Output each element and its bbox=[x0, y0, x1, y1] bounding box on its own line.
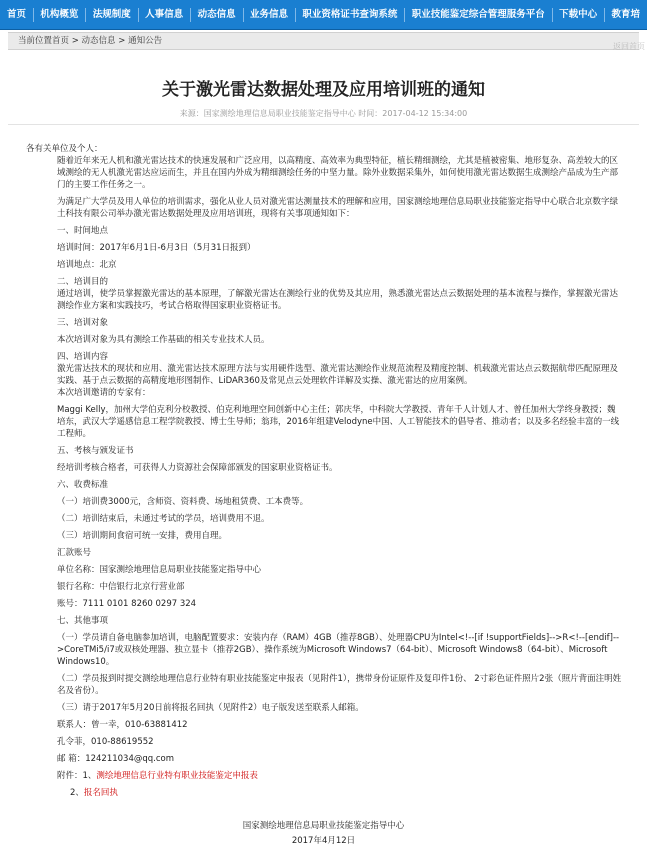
section-heading: 四、培训内容 bbox=[57, 352, 109, 362]
paragraph: 单位名称：国家测绘地理信息局职业技能鉴定指导中心 bbox=[57, 565, 262, 575]
nav-certificate-query[interactable]: 职业资格证书查询系统 bbox=[302, 8, 398, 20]
paragraph: 账号：7111 0101 8260 0297 324 bbox=[57, 599, 197, 609]
attachment-2-number: 2、 bbox=[70, 788, 84, 798]
paragraph: 通过培训，使学员掌握激光雷达的基本原理，了解激光雷达在测绘行业的优势及其应用，熟悉激光雷达点云数据处理的基本流程与操作，掌握激光雷达测绘作业方案和实践技巧，考试合格取得国家职业资格证书。 bbox=[57, 289, 619, 311]
contact-line: 孔令菲，010-88619552 bbox=[57, 737, 154, 747]
paragraph: 激光雷达技术的现状和应用、激光雷达技术原理方法与实用硬件选型、激光雷达测绘作业规范流程及精度控制、机载激光雷达点云数据航带匹配原理及实践、基于点云数据的高精度地形图制作、LiDAR360及常见点云处理软件详解及实操、激光雷达的应用案例。 bbox=[57, 364, 619, 386]
nav-news[interactable]: 动态信息 bbox=[197, 8, 236, 20]
section-heading: 五、考核与颁发证书 bbox=[57, 446, 134, 456]
section-heading: 六、收费标准 bbox=[57, 480, 109, 490]
breadcrumb-notices[interactable]: 通知公告 bbox=[128, 36, 163, 46]
breadcrumb bbox=[8, 32, 639, 50]
attachment-2 bbox=[40, 787, 622, 799]
greeting: 各有关单位及个人： bbox=[26, 144, 103, 154]
nav-appraisal-platform[interactable]: 职业技能鉴定综合管理服务平台 bbox=[411, 8, 545, 20]
signature-org: 国家测绘地理信息局职业技能鉴定指导中心 bbox=[242, 821, 405, 831]
paragraph: 经培训考核合格者，可获得人力资源社会保障部颁发的国家职业资格证书。 bbox=[57, 463, 338, 473]
breadcrumb-separator: > bbox=[115, 36, 129, 46]
section-heading: 三、培训对象 bbox=[57, 318, 109, 328]
contact-line: 联系人：曾一幸，010-63881412 bbox=[57, 720, 188, 730]
paragraph: （三）请于2017年5月20日前将报名回执（见附件2）电子版发送至联系人邮箱。 bbox=[57, 703, 364, 713]
nav-overview[interactable]: 机构概览 bbox=[40, 8, 79, 20]
paragraph: （二）学员报到时提交测绘地理信息行业特有职业技能鉴定申报表（见附件1），携带身份证原件及复印件1份、 2寸彩色证件照片2张（照片背面注明姓名及省份）。 bbox=[57, 674, 622, 696]
paragraph: 随着近年来无人机和激光雷达技术的快速发展和广泛应用，以高精度、高效率为典型特征，植长精细测绘，尤其是植被密集、地形复杂、高差较大的区域测绘的无人机激光雷达应运而生，并且在国内外成为精细测绘任务的中坚力量。除外业数据采集外，如何使用激光雷达数据生成测绘产品成为生产部门的主要工作任务之一。 bbox=[57, 156, 619, 190]
breadcrumb-home[interactable]: 当前位置首页 bbox=[18, 36, 70, 46]
nav-downloads[interactable]: 下载中心 bbox=[559, 8, 598, 20]
attachments-label: 附件：1、 bbox=[57, 771, 97, 781]
side-ghost-text: 返回首页 bbox=[613, 42, 645, 51]
nav-personnel[interactable]: 人事信息 bbox=[145, 8, 184, 20]
nav-business[interactable]: 业务信息 bbox=[249, 8, 288, 20]
section-heading: 一、时间地点 bbox=[57, 226, 109, 236]
attachments bbox=[40, 770, 622, 782]
paragraph: 本次培训对象为具有测绘工作基础的相关专业技术人员。 bbox=[57, 335, 270, 345]
divider bbox=[8, 124, 639, 125]
section-heading: 二、培训目的 bbox=[57, 277, 109, 287]
paragraph: 本次培训邀请的专家有： bbox=[57, 388, 151, 398]
paragraph: （一）培训费3000元，含师资、资料费、场地租赁费、工本费等。 bbox=[57, 497, 309, 507]
attachment-link-1[interactable]: 测绘地理信息行业特有职业技能鉴定申报表 bbox=[96, 771, 258, 781]
section-heading: 七、其他事项 bbox=[57, 616, 109, 626]
contact-email: 邮 箱：124211034@qq.com bbox=[57, 754, 175, 764]
article-meta: 来源：国家测绘地理信息局职业技能鉴定指导中心 时间：2017-04-12 15:34:00 bbox=[179, 109, 468, 118]
nav-regulations[interactable]: 法规制度 bbox=[92, 8, 131, 20]
nav-training[interactable]: 教育培 bbox=[611, 8, 641, 20]
breadcrumb-separator: > bbox=[69, 36, 82, 46]
nav-home[interactable]: 首页 bbox=[7, 8, 27, 20]
signature-date: 2017年4月12日 bbox=[291, 836, 356, 846]
breadcrumb-news[interactable]: 动态信息 bbox=[81, 36, 116, 46]
paragraph: 银行名称：中信银行北京行营业部 bbox=[57, 582, 185, 592]
paragraph: （一）学员请自备电脑参加培训，电脑配置要求：安装内存（RAM）4GB（推荐8GB）、处理器CPU为Intel<!--[if !supportFields]-->R<!--[endif]-->CoreTMi5/i7或双核处理器、独立显卡（推荐2GB）、操作系统为Microsoft Windows7（64-bit）、Microsoft Windows8（64-bit）、Microsoft Windows10。 bbox=[57, 633, 620, 667]
paragraph: 汇款账号 bbox=[57, 548, 92, 558]
paragraph: 培训时间：2017年6月1日-6月3日（5月31日报到） bbox=[57, 243, 256, 253]
paragraph: （二）培训结束后，未通过考试的学员，培训费用不退。 bbox=[57, 514, 270, 524]
paragraph: 培训地点：北京 bbox=[57, 260, 117, 270]
attachment-link-2[interactable]: 报名回执 bbox=[83, 788, 118, 798]
top-navigation-bar bbox=[0, 0, 647, 30]
page-title: 关于激光雷达数据处理及应用培训班的通知 bbox=[162, 80, 485, 100]
article-body bbox=[26, 143, 622, 799]
paragraph: （三）培训期间食宿可统一安排，费用自理。 bbox=[57, 531, 228, 541]
paragraph: Maggi Kelly，加州大学伯克利分校教授、伯克利地理空间创新中心主任；郭庆华，中科院大学教授、青年千人计划人才、曾任加州大学终身教授；魏培东，武汉大学遥感信息工程学院教授、博士生导师；翁玮，2016年组建Velodyne中国、人工智能技术的倡导者、推动者；以及多名经验丰富的一线工程师。 bbox=[57, 405, 620, 439]
paragraph: 为满足广大学员及用人单位的培训需求，强化从业人员对激光雷达测量技术的理解和应用，国家测绘地理信息局职业技能鉴定指导中心联合北京数字绿土科技有限公司举办激光雷达数据处理及应用培训班，现将有关事项通知如下： bbox=[57, 197, 619, 219]
